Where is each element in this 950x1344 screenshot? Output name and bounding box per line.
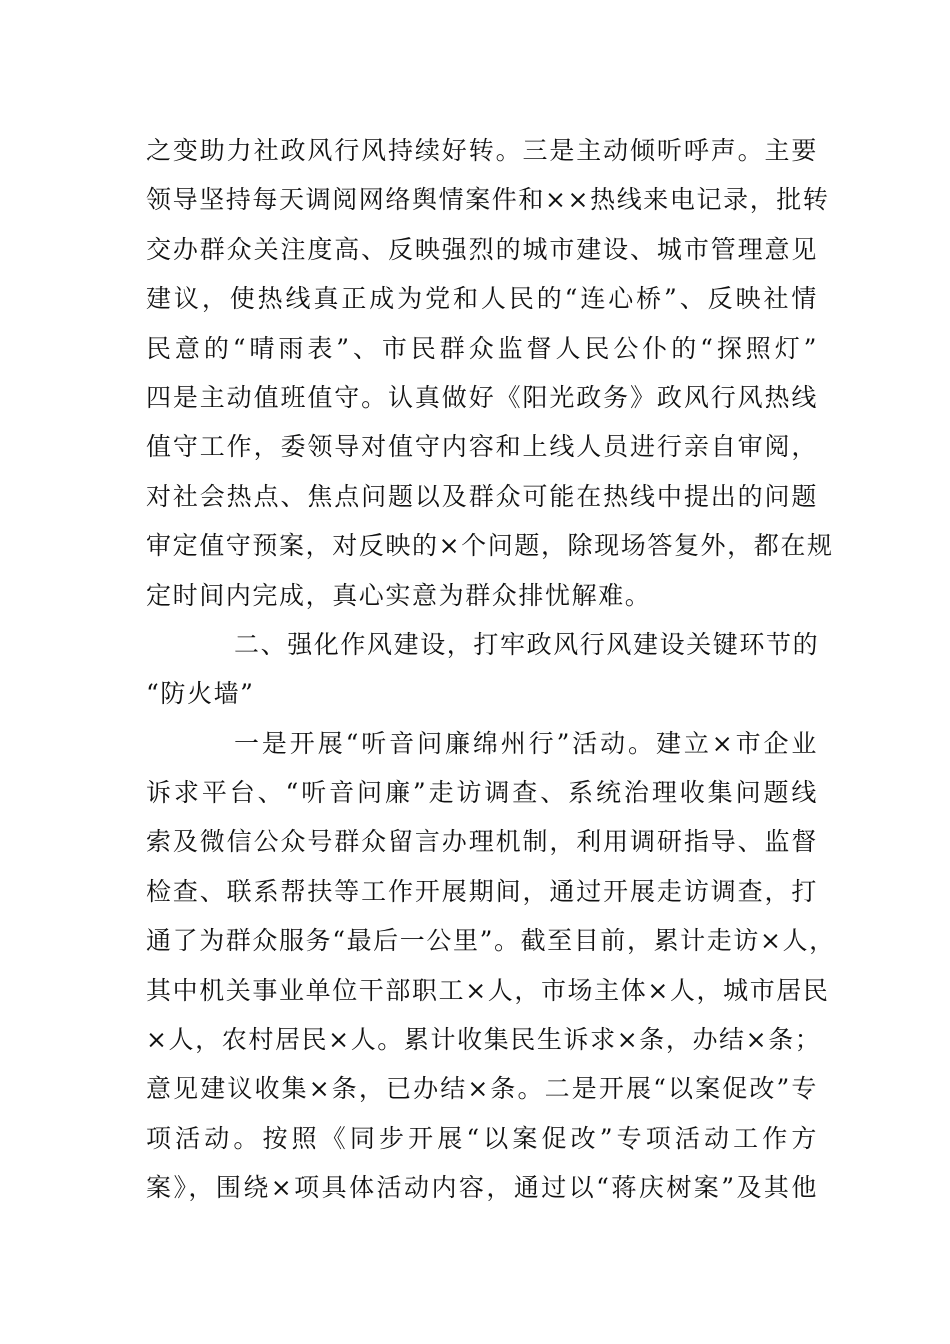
body-line: 案》，围绕×项具体活动内容，通过以“蒋庆树案”及其他 — [146, 1173, 818, 1203]
document-body — [146, 126, 836, 1213]
body-line: 四是主动值班值守。认真做好《阳光政务》政风行风热线 — [146, 382, 818, 412]
body-line: ×人，农村居民×人。累计收集民生诉求×条，办结×条； — [146, 1025, 822, 1055]
section-heading-line: 二、强化作风建设，打牢政风行风建设关键环节的 — [234, 629, 820, 659]
body-line: 领导坚持每天调阅网络舆情案件和××热线来电记录，批转 — [146, 185, 830, 215]
section-heading-line: “防火墙” — [146, 679, 255, 709]
body-line: 建议，使热线真正成为党和人民的“连心桥”、反映社情 — [146, 284, 818, 314]
body-line: 民意的“晴雨表”、市民群众监督人民公仆的“探照灯” — [146, 333, 818, 363]
body-line: 项活动。按照《同步开展“以案促改”专项活动工作方 — [146, 1123, 818, 1153]
body-line: 诉求平台、“听音问廉”走访调查、系统治理收集问题线 — [146, 778, 818, 808]
body-line: 索及微信公众号群众留言办理机制，利用调研指导、监督 — [146, 827, 818, 857]
body-line: 意见建议收集×条，已办结×条。二是开展“以案促改”专 — [146, 1074, 818, 1104]
body-line: 审定值守预案，对反映的×个问题，除现场答复外，都在规 — [146, 531, 834, 561]
body-line: 之变助力社政风行风持续好转。三是主动倾听呼声。主要 — [146, 136, 818, 165]
body-line: 通了为群众服务“最后一公里”。截至目前，累计走访×人， — [146, 926, 836, 956]
body-line: 定时间内完成，真心实意为群众排忧解难。 — [146, 580, 652, 610]
body-line: 值守工作，委领导对值守内容和上线人员进行亲自审阅， — [146, 432, 818, 462]
body-line: 一是开展“听音问廉绵州行”活动。建立×市企业 — [234, 728, 818, 758]
body-line: 检查、联系帮扶等工作开展期间，通过开展走访调查，打 — [146, 876, 818, 906]
body-line: 对社会热点、焦点问题以及群众可能在热线中提出的问题 — [146, 481, 818, 511]
body-line: 其中机关事业单位干部职工×人，市场主体×人，城市居民 — [146, 975, 830, 1005]
body-line: 交办群众关注度高、反映强烈的城市建设、城市管理意见 — [146, 234, 818, 264]
